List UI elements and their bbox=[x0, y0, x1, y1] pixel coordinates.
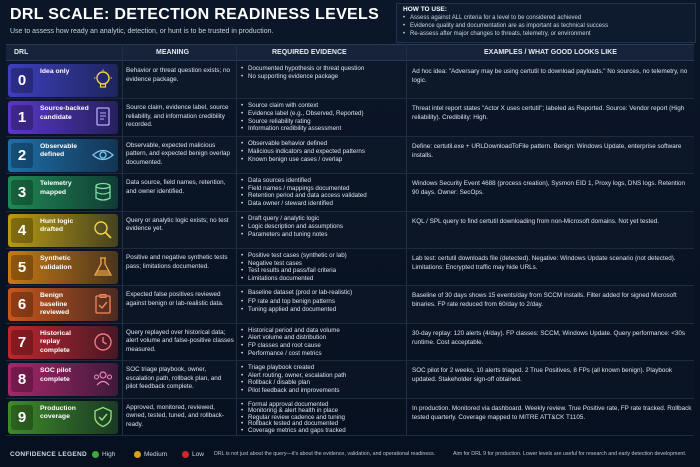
evidence-item: • Performance / cost metrics bbox=[240, 350, 405, 358]
drl-level-badge bbox=[8, 139, 118, 172]
how-to-use-title: HOW TO USE: bbox=[403, 6, 447, 13]
how-to-use-list bbox=[403, 14, 689, 38]
drl-level-number: 2 bbox=[11, 143, 33, 168]
legend-low-dot bbox=[182, 451, 189, 458]
evidence-item: • Documented hypothesis or threat question bbox=[240, 65, 405, 73]
drl-row bbox=[6, 62, 694, 99]
evidence-item: • Malicious indicators and expected patterns bbox=[240, 148, 405, 156]
drl-evidence-list bbox=[240, 140, 405, 165]
drl-row bbox=[6, 324, 694, 361]
how-to-use-item: • Assess against ALL criteria for a level to be considered achieved bbox=[403, 14, 689, 22]
flask-icon bbox=[92, 256, 114, 278]
clipboard-icon bbox=[92, 293, 114, 315]
evidence-item: • Retention period and data access validated bbox=[240, 192, 405, 200]
drl-example: 30-day replay: 120 alerts (4/day). FP classes: SCCM, Windows Update. Query performance: <30s runtime. Cost acceptable. bbox=[412, 329, 686, 346]
search-icon bbox=[92, 219, 114, 241]
evidence-item: • Tuning applied and documented bbox=[240, 306, 405, 314]
drl-row bbox=[6, 174, 694, 211]
drl-level-number: 4 bbox=[11, 218, 33, 243]
legend-high-label: High bbox=[102, 451, 116, 458]
drl-level-number: 1 bbox=[11, 105, 33, 130]
evidence-item: • Source claim with context bbox=[240, 102, 405, 110]
evidence-item: • Evidence label (e.g., Observed, Reported) bbox=[240, 110, 405, 118]
evidence-item: • Negative test cases bbox=[240, 260, 405, 268]
evidence-item: • Field names / mappings documented bbox=[240, 185, 405, 193]
drl-level-name: Historical replay complete bbox=[40, 329, 71, 354]
drl-level-name: Telemetry mapped bbox=[40, 180, 72, 196]
drl-evidence-list bbox=[240, 65, 405, 81]
how-to-use-box bbox=[396, 3, 696, 43]
legend-medium-dot bbox=[134, 451, 141, 458]
drl-meaning: Query replayed over historical data; alert volume and false-positive classes measured. bbox=[126, 328, 234, 353]
drl-level-number: 7 bbox=[11, 330, 33, 355]
evidence-item: • Regular review cadence and tuning bbox=[240, 415, 405, 422]
drl-level-number: 8 bbox=[11, 367, 33, 392]
drl-level-number: 9 bbox=[11, 405, 33, 430]
evidence-item: • Data sources identified bbox=[240, 177, 405, 185]
database-icon bbox=[92, 181, 114, 203]
evidence-item: • Source reliability rating bbox=[240, 118, 405, 126]
evidence-item: • Draft query / analytic logic bbox=[240, 215, 405, 223]
drl-meaning: Source claim, evidence label, source reliability, and information credibility recorded. bbox=[126, 104, 229, 129]
drl-example: Define: certutil.exe + URLDownloadToFile pattern. Benign: Windows Update, enterprise software installs. bbox=[412, 142, 682, 159]
eye-icon bbox=[92, 144, 114, 166]
evidence-item: • Data owner / steward identified bbox=[240, 200, 405, 208]
drl-evidence-list bbox=[240, 327, 405, 357]
clock-icon bbox=[92, 331, 114, 353]
drl-evidence-list bbox=[240, 402, 405, 435]
drl-row bbox=[6, 249, 694, 286]
evidence-item: • Observable behavior defined bbox=[240, 140, 405, 148]
drl-level-name: Idea only bbox=[40, 68, 70, 75]
drl-row bbox=[6, 212, 694, 249]
drl-level-name: Synthetic validation bbox=[40, 255, 72, 271]
drl-row bbox=[6, 361, 694, 398]
drl-row bbox=[6, 286, 694, 323]
evidence-item: • Alert routing, owner, escalation path bbox=[240, 372, 405, 380]
evidence-item: • Rollback / disable plan bbox=[240, 379, 405, 387]
footer-note-right: Aim for DRL 9 for production. Lower levels are useful for research and early detection development. bbox=[453, 451, 687, 457]
drl-meaning: Behavior or threat question exists; no evidence package. bbox=[126, 67, 230, 83]
legend-title: CONFIDENCE LEGEND bbox=[10, 451, 87, 458]
drl-example: Ad hoc idea: "Adversary may be using certutil to download payloads." No sources, no telemetry, no logic. bbox=[412, 68, 688, 84]
table-header bbox=[6, 44, 694, 61]
drl-row bbox=[6, 99, 694, 136]
evidence-item: • Rollback tested and documented bbox=[240, 421, 405, 428]
page-title: DRL SCALE: DETECTION READINESS LEVELS bbox=[10, 6, 380, 23]
team-icon bbox=[92, 368, 114, 390]
drl-level-number: 3 bbox=[11, 180, 33, 205]
evidence-item: • Limitations documented bbox=[240, 275, 405, 283]
drl-meaning: Query or analytic logic exists; no test evidence yet. bbox=[126, 216, 229, 233]
document-icon bbox=[92, 106, 114, 128]
evidence-item: • Triage playbook created bbox=[240, 364, 405, 372]
drl-evidence-list bbox=[240, 215, 405, 240]
footer-note-left: DRL is not just about the query—it's about the evidence, validation, and operational readiness. bbox=[214, 451, 436, 457]
drl-level-badge bbox=[8, 401, 118, 434]
drl-example: KQL / SPL query to find certutil downloading from non-Microsoft domains. Not yet tested. bbox=[412, 217, 659, 225]
drl-level-badge bbox=[8, 251, 118, 284]
evidence-item: • FP rate and top benign patterns bbox=[240, 298, 405, 306]
drl-level-name: Observable defined bbox=[40, 142, 78, 159]
drl-example: Lab test: certutil downloads file (detected). Negative: Windows Update scenario (not detected). Limitations: Encrypted traffic may hide URLs. bbox=[412, 255, 676, 271]
header-drl: DRL bbox=[14, 49, 29, 56]
drl-level-number: 6 bbox=[11, 292, 33, 317]
evidence-item: • Parameters and tuning notes bbox=[240, 231, 405, 239]
drl-level-name: Hunt logic drafted bbox=[40, 217, 74, 234]
evidence-item: • Alert volume and distribution bbox=[240, 334, 405, 342]
drl-evidence-list bbox=[240, 364, 405, 394]
drl-level-badge bbox=[8, 363, 118, 396]
drl-example: Windows Security Event 4688 (process creation), Sysmon EID 1, Proxy logs, DNS logs. Retention 90 days. Owner: SecOps. bbox=[412, 180, 685, 197]
drl-level-name: SOC pilot complete bbox=[40, 367, 71, 383]
drl-meaning: Approved, monitored, reviewed, owned, tested, tuned, and rollback-ready. bbox=[126, 403, 225, 428]
evidence-item: • FP classes and root cause bbox=[240, 342, 405, 350]
drl-evidence-list bbox=[240, 252, 405, 282]
drl-meaning: Positive and negative synthetic tests pass; limitations documented. bbox=[126, 254, 228, 270]
confidence-legend bbox=[6, 448, 694, 462]
legend-high-dot bbox=[92, 451, 99, 458]
evidence-item: • Historical period and data volume bbox=[240, 327, 405, 335]
drl-level-name: Production coverage bbox=[40, 404, 76, 421]
lightbulb-icon bbox=[92, 69, 114, 91]
drl-level-badge bbox=[8, 101, 118, 134]
drl-meaning: Expected false positives reviewed against benign or lab-realistic data. bbox=[126, 291, 224, 307]
header-evidence: REQUIRED EVIDENCE bbox=[272, 49, 347, 56]
drl-meaning: SOC triage playbook, owner, escalation path, rollback plan, and pilot feedback complete. bbox=[126, 366, 222, 391]
legend-low-label: Low bbox=[192, 451, 204, 458]
how-to-use-item: • Evidence quality and documentation are as important as technical success bbox=[403, 22, 689, 30]
evidence-item: • Information credibility assessment bbox=[240, 125, 405, 133]
drl-level-badge bbox=[8, 214, 118, 247]
evidence-item: • Monitoring & alert health in place bbox=[240, 408, 405, 415]
evidence-item: • Coverage metrics and gaps tracked bbox=[240, 428, 405, 435]
evidence-item: • Formal approval documented bbox=[240, 402, 405, 409]
drl-evidence-list bbox=[240, 289, 405, 314]
drl-example: Threat intel report states "Actor X uses certutil"; labeled as Reported. Source: Vendor report (High reliability). Credibility: High. bbox=[412, 105, 685, 122]
how-to-use-item: • Re-assess after major changes to threats, telemetry, or environment bbox=[403, 30, 689, 38]
evidence-item: • Baseline dataset (prod or lab-realistic) bbox=[240, 289, 405, 297]
drl-example: SOC pilot for 2 weeks, 10 alerts triaged. 2 True Positives, 8 FPs (all known benign). Playbook updated. Stakeholder sign-off obtained. bbox=[412, 367, 673, 384]
drl-level-badge bbox=[8, 176, 118, 209]
evidence-item: • Known benign use cases / overlap bbox=[240, 156, 405, 164]
legend-medium-label: Medium bbox=[144, 451, 168, 458]
evidence-item: • Pilot feedback and improvements bbox=[240, 387, 405, 395]
drl-row bbox=[6, 137, 694, 174]
drl-level-badge bbox=[8, 64, 118, 97]
drl-level-badge bbox=[8, 288, 118, 321]
evidence-item: • No supporting evidence package bbox=[240, 73, 405, 81]
drl-level-number: 0 bbox=[11, 68, 33, 93]
drl-example: In production. Monitored via dashboard. Weekly review. True Positive rate, FP rate tracked. Rollback tested quarterly. Coverage mapped to MITRE ATT&CK T1105. bbox=[412, 404, 692, 421]
drl-level-name: Benign baseline reviewed bbox=[40, 292, 70, 317]
drl-evidence-list bbox=[240, 102, 405, 132]
evidence-item: • Test results and pass/fail criteria bbox=[240, 267, 405, 275]
drl-level-badge bbox=[8, 326, 118, 359]
evidence-item: • Logic description and assumptions bbox=[240, 223, 405, 231]
drl-example: Baseline of 30 days shows 15 events/day from SCCM installs. Filter added for signed Microsoft binaries. FP rate reduced from 60/day to 2/day. bbox=[412, 292, 677, 309]
drl-meaning: Data source, field names, retention, and owner identified. bbox=[126, 179, 226, 195]
header-meaning: MEANING bbox=[156, 49, 190, 56]
drl-level-number: 5 bbox=[11, 255, 33, 280]
drl-evidence-list bbox=[240, 177, 405, 207]
header-examples: EXAMPLES / WHAT GOOD LOOKS LIKE bbox=[484, 49, 617, 56]
drl-meaning: Observable, expected malicious pattern, and expected benign overlap documented. bbox=[126, 141, 230, 166]
page-subtitle: Use to assess how ready an analytic, detection, or hunt is to be trusted in production. bbox=[10, 28, 274, 35]
shield-check-icon bbox=[92, 406, 114, 428]
evidence-item: • Positive test cases (synthetic or lab) bbox=[240, 252, 405, 260]
drl-row bbox=[6, 399, 694, 436]
drl-level-name: Source-backed candidate bbox=[40, 105, 89, 121]
